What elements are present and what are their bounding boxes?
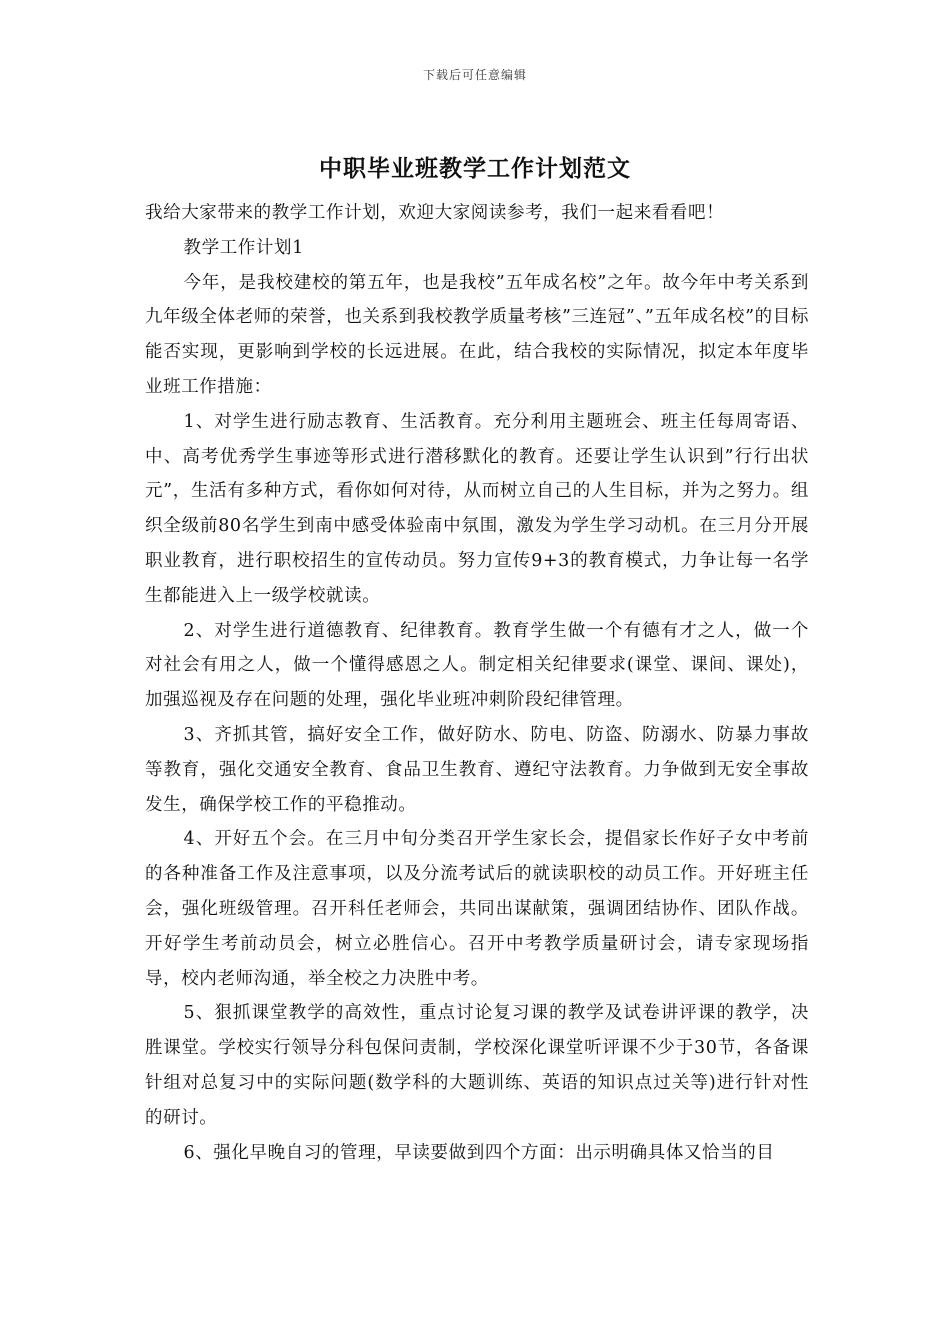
header-note: 下载后可任意编辑 [422,68,527,82]
intro-paragraph: 我给大家带来的教学工作计划，欢迎大家阅读参考，我们一起来看看吧！ [145,203,725,223]
body-paragraph: 5、狠抓课堂教学的高效性，重点讨论复习课的教学及试卷讲评课的教学，决胜课堂。学校实行领导分科包保问责制，学校深化课堂听评课不少于30节，各备课针组对总复习中的实际问题(数学科的大题训练、英语的知识点过关等)进行针对性的研讨。 [145,1003,809,1128]
document-title: 中职毕业班教学工作计划范文 [319,155,631,182]
body-paragraph: 3、齐抓其管，搞好安全工作，做好防水、防电、防盗、防溺水、防暴力事故等教育，强化交通安全教育、食品卫生教育、遵纪守法教育。力争做到无安全事故发生，确保学校工作的平稳推动。 [145,724,809,815]
body-paragraph: 1、对学生进行励志教育、生活教育。充分利用主题班会、班主任每周寄语、中、高考优秀学生事迹等形式进行潜移默化的教育。还要让学生认识到”行行出状元”，生活有多种方式，看你如何对待，从而树立自己的人生目标，并为之努力。组织全级前80名学生到南中感受体验南中氛围，激发为学生学习动机。在三月分开展职业教育，进行职校招生的宣传动员。努力宣传9+3的教育模式，力争让每一名学生都能进入上一级学校就读。 [145,411,809,606]
body-paragraph: 今年，是我校建校的第五年，也是我校”五年成名校”之年。故今年中考关系到九年级全体老师的荣誉，也关系到我校教学质量考核”三连冠”、”五年成名校”的目标能否实现，更影响到学校的长远进展。在此，结合我校的实际情况，拟定本年度毕业班工作措施： [145,272,809,397]
body-paragraph: 2、对学生进行道德教育、纪律教育。教育学生做一个有德有才之人，做一个对社会有用之人，做一个懂得感恩之人。制定相关纪律要求(课堂、课间、课处)，加强巡视及存在问题的处理，强化毕业班冲刺阶段纪律管理。 [145,620,809,711]
section-heading: 教学工作计划1 [183,237,304,258]
body-paragraph: 4、开好五个会。在三月中旬分类召开学生家长会，提倡家长作好子女中考前的各种准备工作及注意事项，以及分流考试后的就读职校的动员工作。开好班主任会，强化班级管理。召开科任老师会，共同出谋献策，强调团结协作、团队作战。开好学生考前动员会，树立必胜信心。召开中考教学质量研讨会，请专家现场指导，校内老师沟通，举全校之力决胜中考。 [145,829,809,989]
document-body [145,196,809,1170]
body-paragraph: 6、强化早晚自习的管理，早读要做到四个方面：出示明确具体又恰当的目 [183,1142,775,1163]
